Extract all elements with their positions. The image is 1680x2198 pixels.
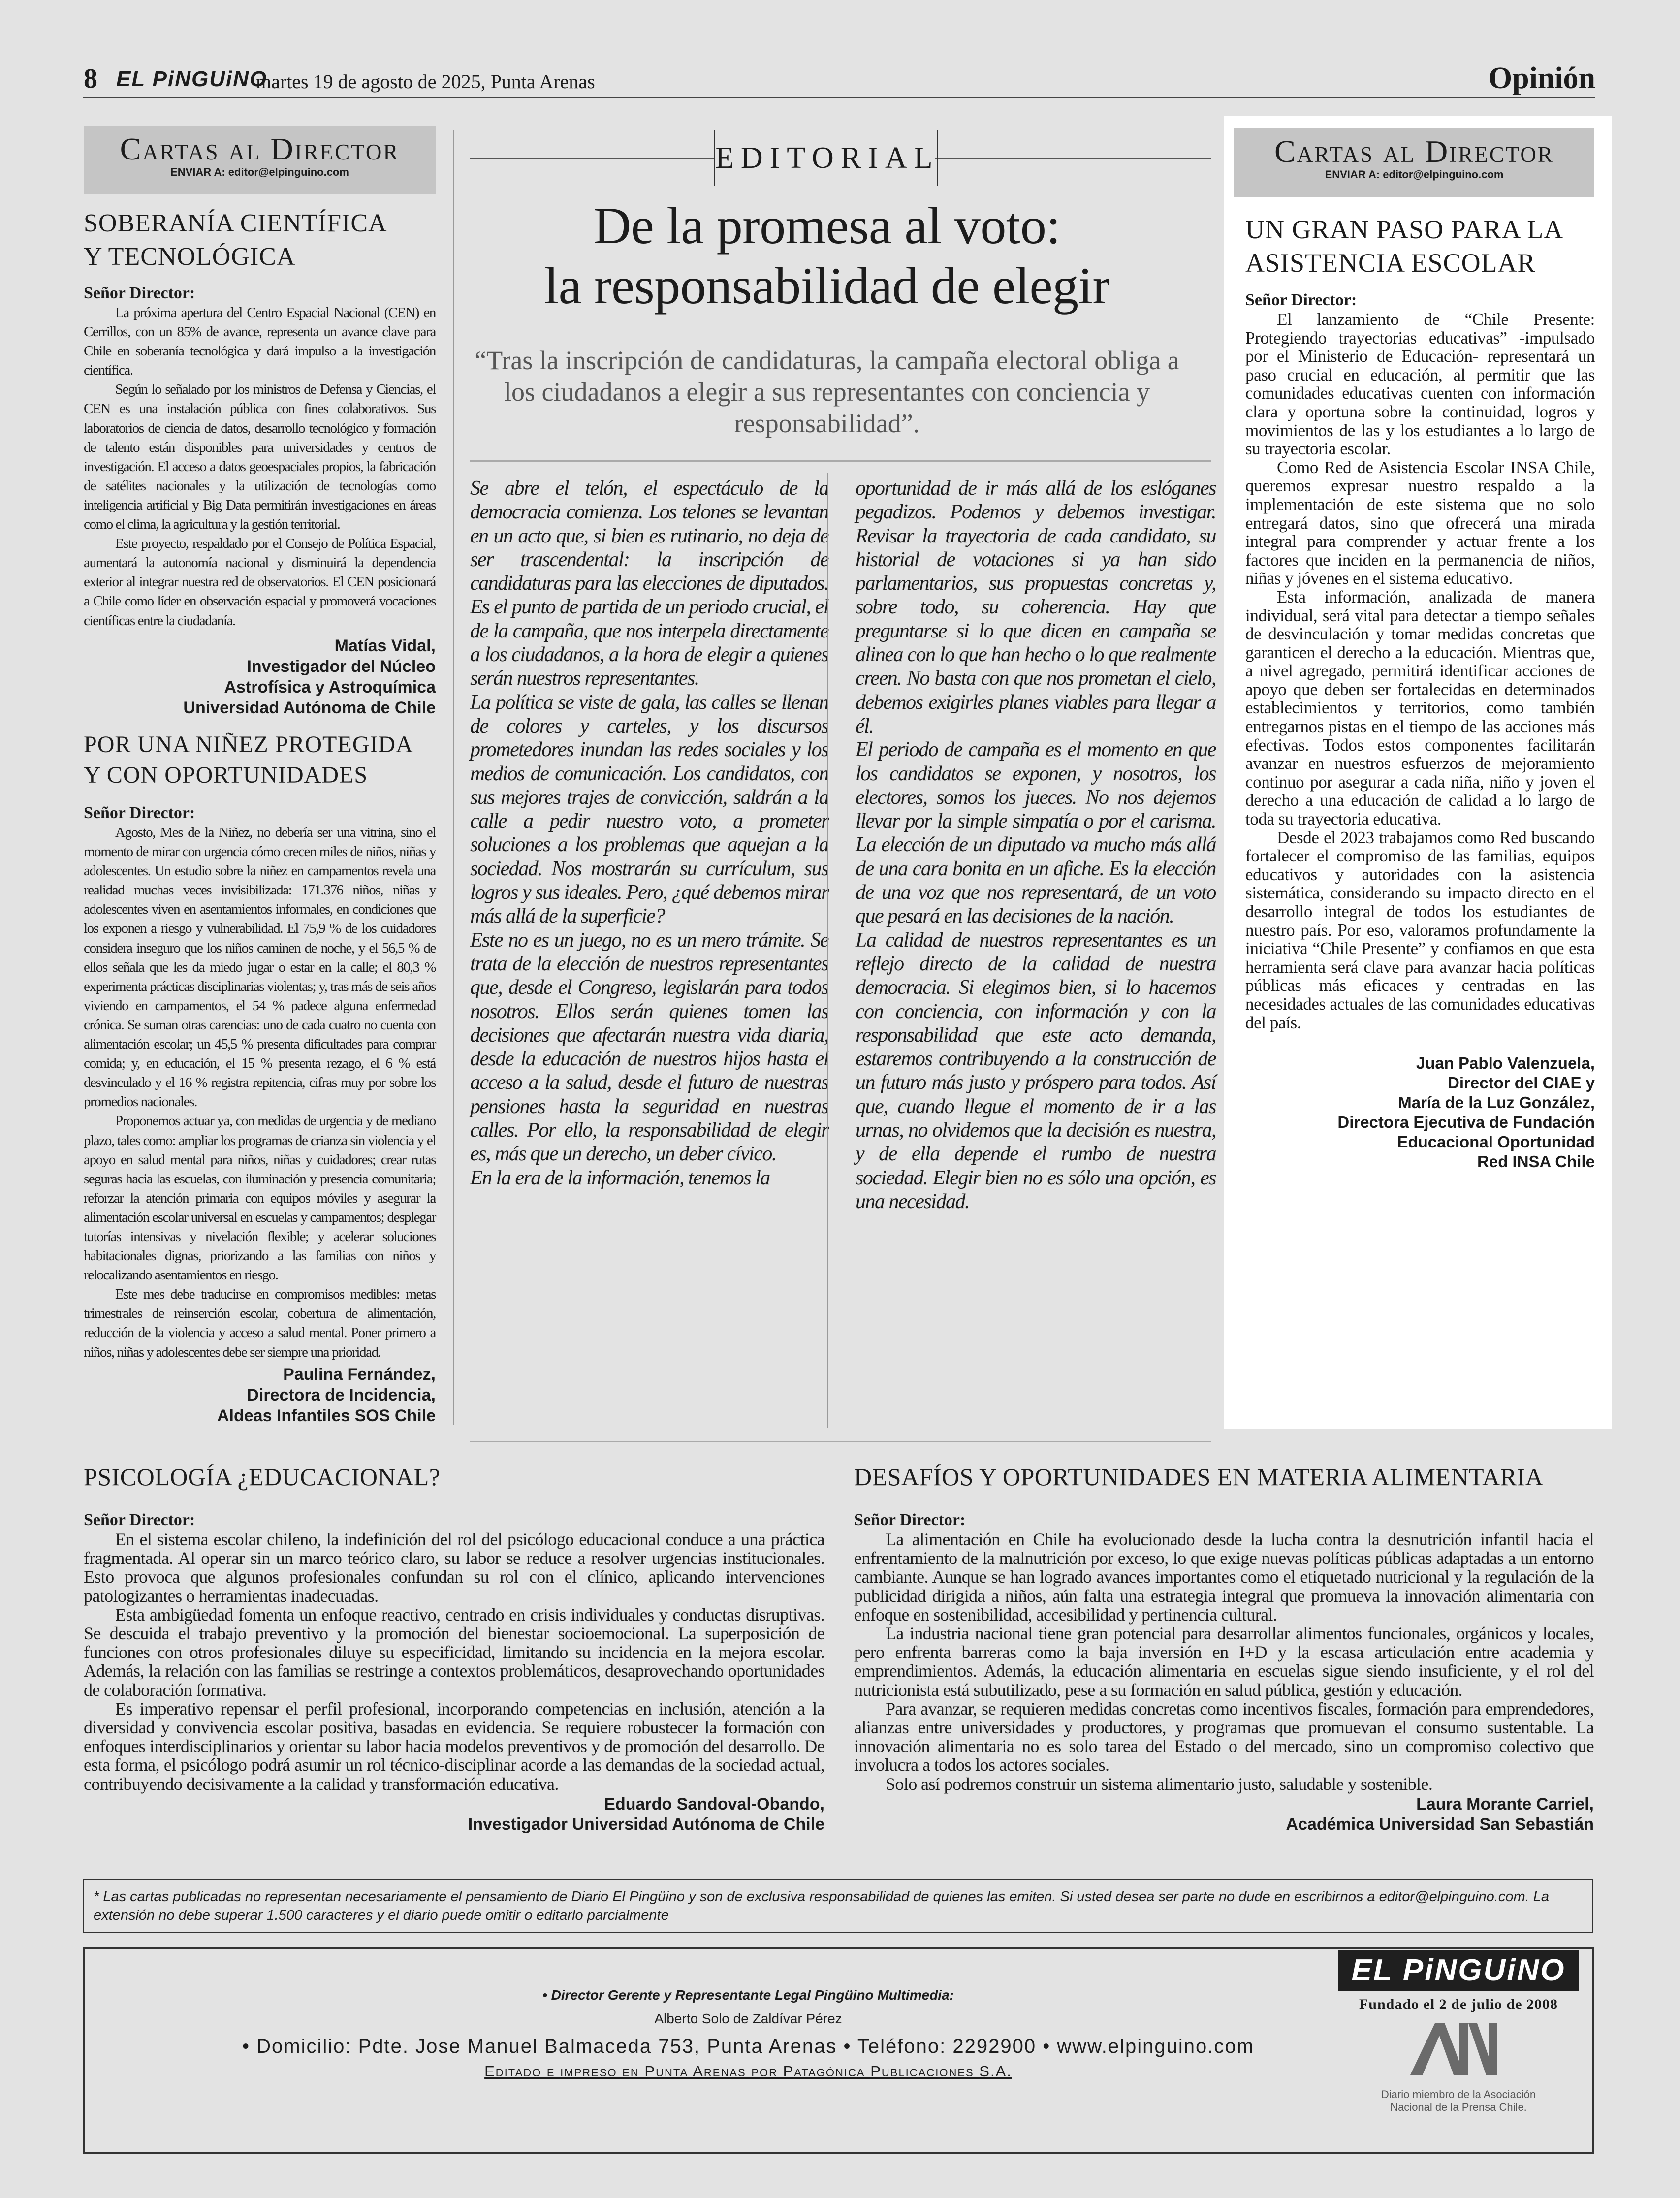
signature-line: Matías Vidal, bbox=[334, 636, 436, 655]
footer-address: • Domicilio: Pdte. Jose Manuel Balmaceda 753, Punta Arenas • Teléfono: 2292900 • www.elpinguino.com bbox=[242, 2036, 1254, 2057]
paragraph: Solo así podremos construir un sistema alimentario justo, saludable y sostenible. bbox=[886, 1774, 1433, 1794]
paragraph: Para avanzar, se requieren medidas concretas como incentivos fiscales, formación para emprendedores, alianzas entre universidades y productores, y programas que promuevan el consumo sustentable. La innovación alimentaria no es solo tarea del Estado o del mercado, sino un compromiso colectivo que involucra a todos los actores sociales. bbox=[854, 1698, 1594, 1775]
editorial-column-2 bbox=[856, 477, 1216, 1213]
signature bbox=[84, 1794, 824, 1835]
paragraph: La próxima apertura del Centro Espacial Nacional (CEN) en Cerrillos, con un 85% de avance, representa un avance clave para Chile en soberanía tecnológica y dará impulso a la investigación científica. bbox=[84, 305, 436, 379]
director-label: • Director Gerente y Representante Legal Pingüino Multimedia: bbox=[542, 1987, 954, 2003]
footer-credits bbox=[98, 1987, 1398, 2080]
header-rule bbox=[83, 97, 1595, 98]
editorial-rule bbox=[470, 1441, 1211, 1442]
signature-line: Universidad Autónoma de Chile bbox=[183, 698, 436, 717]
letter-body bbox=[84, 823, 436, 1362]
salutation: Señor Director: bbox=[84, 1511, 195, 1529]
letter-psicologia bbox=[84, 1462, 824, 1835]
paragraph: Este no es un juego, no es un mero trámite. Se trata de la elección de nuestros representantes que, desde el Congreso, legislarán para todos nosotros. Ellos serán quienes tomen las decisiones que afectarán nuestra vida diaria, desde la educación de nuestros hijos hasta el acceso a la salud, desde el futuro de nuestras pensiones hasta la seguridad en nuestras calles. Por ello, la responsabilidad de elegir es, más que un derecho, un deber cívico. bbox=[470, 928, 828, 1166]
salutation: Señor Director: bbox=[84, 804, 195, 822]
cartas-title: Cartas al Director bbox=[1274, 134, 1554, 169]
footer-edited-by: Editado e impreso en Punta Arenas por Patagónica Publicaciones S.A. bbox=[484, 2063, 1012, 2080]
signature-line: Red INSA Chile bbox=[1477, 1152, 1595, 1171]
salutation: Señor Director: bbox=[84, 284, 195, 302]
anp-membership bbox=[1338, 2088, 1579, 2114]
anp-logo-icon bbox=[1405, 2018, 1514, 2077]
disclaimer: * Las cartas publicadas no representan necesariamente el pensamiento de Diario El Pingüino y son de exclusiva responsabilidad de quienes las emiten. Si usted desea ser parte no dude en escribirnos a editor@elpinguino.com. La extensión no debe superar 1.500 caracteres y el diario puede omitir o editarlo parcialmente bbox=[83, 1879, 1593, 1933]
signature-line: Investigador Universidad Autónoma de Chile bbox=[468, 1815, 824, 1834]
signature-line: Paulina Fernández, bbox=[283, 1365, 436, 1384]
editorial-title-line: la responsabilidad de elegir bbox=[544, 257, 1110, 315]
signature bbox=[84, 1364, 436, 1426]
editorial-title-line: De la promesa al voto: bbox=[593, 197, 1061, 255]
cartas-box-right bbox=[1234, 128, 1594, 197]
paragraph: En el sistema escolar chileno, la indefinición del rol del psicólogo educacional conduce a una práctica fragmentada. Al operar sin un marco teórico claro, su labor se reduce a resolver urgencias institucionales. Esto provoca que algunos profesionales confundan su rol con el clínico, aplicando intervenciones patologizantes o herramientas inadecuadas. bbox=[84, 1529, 824, 1606]
paragraph: Proponemos actuar ya, con medidas de urgencia y de mediano plazo, tales como: ampliar los programas de crianza sin violencia y el apoyo en salud mental para niños, niñas y cuidadores; crear rutas seguras hacia las escuelas, con iluminación y presencia comunitaria; reforzar la atención primaria con equipos móviles y asegurar la alimentación escolar universal en escuelas y campamentos; desplegar tutorías intensivas y nivelación flexible; y acelerar soluciones habitacionales dignas, priorizando a las familias con niños y relocalizando asentamientos en riesgo. bbox=[84, 1113, 436, 1283]
anp-line: Nacional de la Prensa Chile. bbox=[1390, 2101, 1527, 2113]
signature bbox=[1245, 1053, 1595, 1172]
paragraph: La política se viste de gala, las calles se llenan de colores y carteles, y los discursos prometedores inundan las redes sociales y los medios de comunicación. Los candidatos, con sus mejores trajes de convicción, saldrán a la calle a pedir nuestro voto, a prometer soluciones a los problemas que aquejan a la sociedad. Nos mostrarán su currículum, sus logros y sus ideales. Pero, ¿qué debemos mirar más allá de la superficie? bbox=[470, 691, 828, 928]
paragraph: El lanzamiento de “Chile Presente: Protegiendo trayectorias educativas” -impulsado por el Ministerio de Educación- representará un paso crucial en educación, al permitir que las comunidades educativas cuenten con información clara y oportuna sobre la continuidad, logros y movimientos de las y los estudiantes a lo largo de su trayectoria escolar. bbox=[1245, 310, 1595, 459]
paragraph: oportunidad de ir más allá de los eslóganes pegadizos. Podemos y debemos investigar. Revisar la trayectoria de cada candidato, su historial de votaciones si ya han sido parlamentarios, sus propuestas concretas y, sobre todo, su coherencia. Hay que preguntarse si lo que dicen en campaña se alinea con lo que han hecho o lo que realmente creen. No basta con que nos prometan el cielo, debemos exigirles planes viables para llegar a él. bbox=[856, 477, 1216, 737]
signature-line: Educacional Oportunidad bbox=[1397, 1133, 1595, 1151]
editorial-column-rule bbox=[827, 473, 828, 1428]
paragraph: Desde el 2023 trabajamos como Red buscando fortalecer el compromiso de las familias, equipos educativos y autoridades con la asistencia sistemática, considerando su impacto directo en el desarrollo integral de todos los estudiantes de nuestro país. Por eso, valoramos profundamente la iniciativa “Chile Presente” y confiamos en que esta herramienta será clave para avanzar hacia políticas públicas más eficaces y centradas en las necesidades actuales de las comunidades educativas del país. bbox=[1245, 828, 1595, 1032]
editorial-label-rule bbox=[935, 158, 1211, 159]
anp-line: Diario miembro de la Asociación bbox=[1381, 2088, 1536, 2101]
paragraph: Según lo señalado por los ministros de Defensa y Ciencias, el CEN es una instalación pública con fines colaborativos. Sus laboratorios de ciencia de datos, desarrollo tecnológico y formación de talento están disponibles para universidades y centros de investigación. El acceso a datos geoespaciales propios, la fabricación de satélites nacionales y la utilización de tecnologías como inteligencia artificial y Big Data permitirán investigaciones en áreas como el clima, la agricultura y la gestión territorial. bbox=[84, 382, 436, 533]
letter-headline: Y TECNOLÓGICA bbox=[84, 243, 296, 271]
signature bbox=[84, 636, 436, 718]
signature-line: Directora Ejecutiva de Fundación bbox=[1337, 1113, 1595, 1132]
signature-line: Juan Pablo Valenzuela, bbox=[1416, 1054, 1595, 1073]
signature-line: María de la Luz González, bbox=[1398, 1093, 1595, 1112]
editorial-column-1 bbox=[470, 477, 828, 1190]
column-rule bbox=[453, 130, 454, 1425]
cartas-email: ENVIAR A: editor@elpinguino.com bbox=[1325, 168, 1504, 181]
letter-body bbox=[84, 303, 436, 631]
paragraph: Como Red de Asistencia Escolar INSA Chile, queremos expresar nuestro respaldo a la implementación de este sistema que no solo entregará datos, sino que ofrecerá una mirada integral para comprender y actuar frente a los factores que inciden en la permanencia de niños, niñas y jóvenes en el sistema educativo. bbox=[1245, 457, 1595, 588]
letter-headline: SOBERANÍA CIENTÍFICA bbox=[84, 209, 387, 237]
editorial-rule bbox=[470, 460, 1211, 462]
letter-ninez bbox=[84, 730, 436, 1426]
paragraph: En la era de la información, tenemos la bbox=[470, 1166, 770, 1189]
paragraph: La calidad de nuestros representantes es un reflejo directo de la calidad de nuestra democracia. Si elegimos bien, si lo hacemos con conciencia, con información y con la responsabilidad que este acto demanda, estaremos contribuyendo a la construcción de un futuro más justo y próspero para todos. Así que, cuando llegue el momento de ir a las urnas, no olvidemos que la decisión es nuestra, y de ella depende el rumbo de nuestra sociedad. Elegir bien no es sólo una opción, es una necesidad. bbox=[856, 928, 1216, 1213]
salutation: Señor Director: bbox=[1245, 291, 1357, 309]
letter-headline: ASISTENCIA ESCOLAR bbox=[1245, 248, 1536, 278]
letter-headline: UN GRAN PASO PARA LA bbox=[1245, 215, 1564, 244]
issue-date: martes 19 de agosto de 2025, Punta Arenas bbox=[256, 70, 595, 93]
letter-headline: Y CON OPORTUNIDADES bbox=[84, 762, 368, 788]
page-number: 8 bbox=[84, 64, 97, 94]
paragraph: La industria nacional tiene gran potencial para desarrollar alimentos funcionales, orgánicos y locales, pero enfrenta barreras como la baja inversión en I+D y la escasa articulación entre academia y emprendimientos. Además, la educación alimentaria en escuelas sigue siendo insuficiente, y el rol del nutricionista está subutilizado, pese a su formación en salud pública, gestión y educación. bbox=[854, 1624, 1594, 1700]
letter-headline: DESAFÍOS Y OPORTUNIDADES EN MATERIA ALIMENTARIA bbox=[854, 1463, 1544, 1491]
paragraph: Esta ambigüedad fomenta un enfoque reactivo, centrado en crisis individuales y conductas disruptivas. Se descuida el trabajo preventivo y la promoción del bienestar socioemocional. La superposición de funciones con otros profesionales diluye su especificidad, limitando su incidencia en la mejora escolar. Además, la relación con las familias se restringe a contextos problemáticos, desaprovechando oportunidades de colaboración formativa. bbox=[84, 1604, 824, 1700]
signature bbox=[854, 1794, 1594, 1835]
masthead-logo: EL PiNGUiNO bbox=[116, 67, 268, 91]
footer-logo: EL PiNGUiNO bbox=[1338, 1950, 1579, 1991]
letter-body bbox=[1245, 310, 1595, 1032]
signature-line: Eduardo Sandoval-Obando, bbox=[604, 1794, 824, 1814]
paragraph: Esta información, analizada de manera individual, será vital para detectar a tiempo señales de desvinculación y tomar medidas concretas que garanticen el derecho a la educación. Mientras que, a nivel agregado, permitirá identificar acciones de apoyo que deben ser fortalecidas en determinados establecimientos y territorios, como también entregarnos pistas en el tiempo de las acciones más efectivas. Todos estos componentes facilitarán avanzar en nuestros esfuerzos de mejoramiento continuo por asegurar a cada niña, niño y joven el derecho a una educación de calidad a lo largo de toda su trayectoria educativa. bbox=[1245, 587, 1595, 829]
signature-line: Investigador del Núcleo bbox=[247, 657, 436, 676]
letter-body bbox=[84, 1530, 824, 1793]
signature-line: Director del CIAE y bbox=[1448, 1074, 1595, 1092]
editorial-label: EDITORIAL bbox=[714, 130, 938, 186]
signature-line: Directora de Incidencia, bbox=[247, 1385, 436, 1404]
letter-soberania bbox=[84, 207, 436, 718]
paragraph: Es imperativo repensar el perfil profesional, incorporando competencias en inclusión, atención a la diversidad y convivencia escolar positiva, basadas en evidencia. Se requiere robustecer la formación con enfoques interdisciplinarios y orientar su labor hacia modelos preventivos y de promoción del desarrollo. De esta forma, el psicólogo podrá asumir un rol técnico-disciplinar acorde a las demandas de la sociedad actual, contribuyendo decisivamente a la calidad y transformación educativa. bbox=[84, 1698, 824, 1794]
letter-headline: PSICOLOGÍA ¿EDUCACIONAL? bbox=[84, 1463, 441, 1491]
letter-headline: POR UNA NIÑEZ PROTEGIDA bbox=[84, 732, 413, 758]
cartas-box-left bbox=[84, 126, 436, 194]
signature-line: Laura Morante Carriel, bbox=[1416, 1794, 1594, 1814]
paragraph: Este mes debe traducirse en compromisos medibles: metas trimestrales de reinserción escolar, cobertura de alimentación, reducción de la violencia y acceso a salud mental. Poner primero a niños, niñas y adolescentes debe ser siempre una prioridad. bbox=[84, 1286, 436, 1360]
letter-asistencia bbox=[1245, 213, 1595, 1172]
letter-alimentaria bbox=[854, 1462, 1594, 1835]
signature-line: Aldeas Infantiles SOS Chile bbox=[217, 1406, 436, 1425]
section-title: Opinión bbox=[1488, 62, 1595, 95]
cartas-title: Cartas al Director bbox=[120, 131, 400, 166]
paragraph: Se abre el telón, el espectáculo de la democracia comienza. Los telones se levantan en un acto que, si bien es rutinario, no deja de ser trascendental: la inscripción de candidaturas para las elecciones de diputados. Es el punto de partida de un periodo crucial, el de la campaña, que nos interpela directamente a los ciudadanos, a la hora de elegir a quienes serán nuestros representantes. bbox=[470, 477, 828, 690]
founded-date: Fundado el 2 de julio de 2008 bbox=[1359, 1996, 1558, 2012]
paragraph: Este proyecto, respaldado por el Consejo de Política Espacial, aumentará la autonomía nacional y disminuirá la dependencia exterior al integrar nuestra red de observatorios. El CEN posicionará a Chile como líder en observación espacial y promoverá vocaciones científicas entre la ciudadanía. bbox=[84, 536, 436, 629]
signature-line: Académica Universidad San Sebastián bbox=[1286, 1815, 1594, 1834]
editorial-label-rule bbox=[470, 158, 714, 159]
cartas-email: ENVIAR A: editor@elpinguino.com bbox=[170, 166, 349, 178]
letter-body bbox=[854, 1530, 1594, 1793]
director-name: Alberto Solo de Zaldívar Pérez bbox=[654, 2011, 842, 2026]
signature-line: Astrofísica y Astroquímica bbox=[224, 677, 436, 697]
salutation: Señor Director: bbox=[854, 1511, 966, 1529]
paragraph: El periodo de campaña es el momento en que los candidatos se exponen, y nosotros, los electores, somos los jueces. No nos dejemos llevar por la simple simpatía o por el carisma. La elección de un diputado va mucho más allá de una cara bonita en un afiche. Es la elección de una voz que nos representará, de un voto que pesará en las decisiones de la nación. bbox=[856, 738, 1216, 928]
paragraph: Agosto, Mes de la Niñez, no debería ser una vitrina, sino el momento de mirar con urgencia cómo crecen miles de niños, niñas y adolescentes. Un estudio sobre la niñez en campamentos revela una realidad muchas veces invisibilizada: 171.376 niños, niñas y adolescentes viven en asentamientos informales, en condiciones que los exponen a riesgo y vulnerabilidad. El 75,9 % de los cuidadores considera inseguro que los niños caminen de noche, y el 56,5 % de ellos señala que les da miedo jugar o estar en la calle; el 80,3 % experimenta prácticas disciplinarias violentas; y, tras más de seis años viviendo en campamentos, el 54 % padece alguna enfermedad crónica. Se suman otras carencias: uno de cada cuatro no cuenta con alimentación escolar; un 45,5 % presenta dificultades para comprar comida; y, en educación, el 15 % presenta rezago, el 6 % está desvinculado y el 16 % registra repitencia, cifras muy por sobre los promedios nacionales. bbox=[84, 825, 436, 1110]
editorial-title bbox=[463, 196, 1191, 316]
editorial-pull-quote: “Tras la inscripción de candidaturas, la campaña electoral obliga a los ciudadanos a elegir a sus representantes con conciencia y responsabilidad”. bbox=[475, 346, 1179, 438]
paragraph: La alimentación en Chile ha evolucionado desde la lucha contra la desnutrición infantil hacia el enfrentamiento de la malnutrición por exceso, lo que exige nuevas políticas públicas adaptadas a un entorno cambiante. Aunque se han logrado avances importantes como el etiquetado nutricional y la regulación de la publicidad dirigida a niños, aún falta una estrategia integral que promueva la innovación alimentaria con enfoque en sostenibilidad, accesibilidad y pertinencia cultural. bbox=[854, 1529, 1594, 1625]
